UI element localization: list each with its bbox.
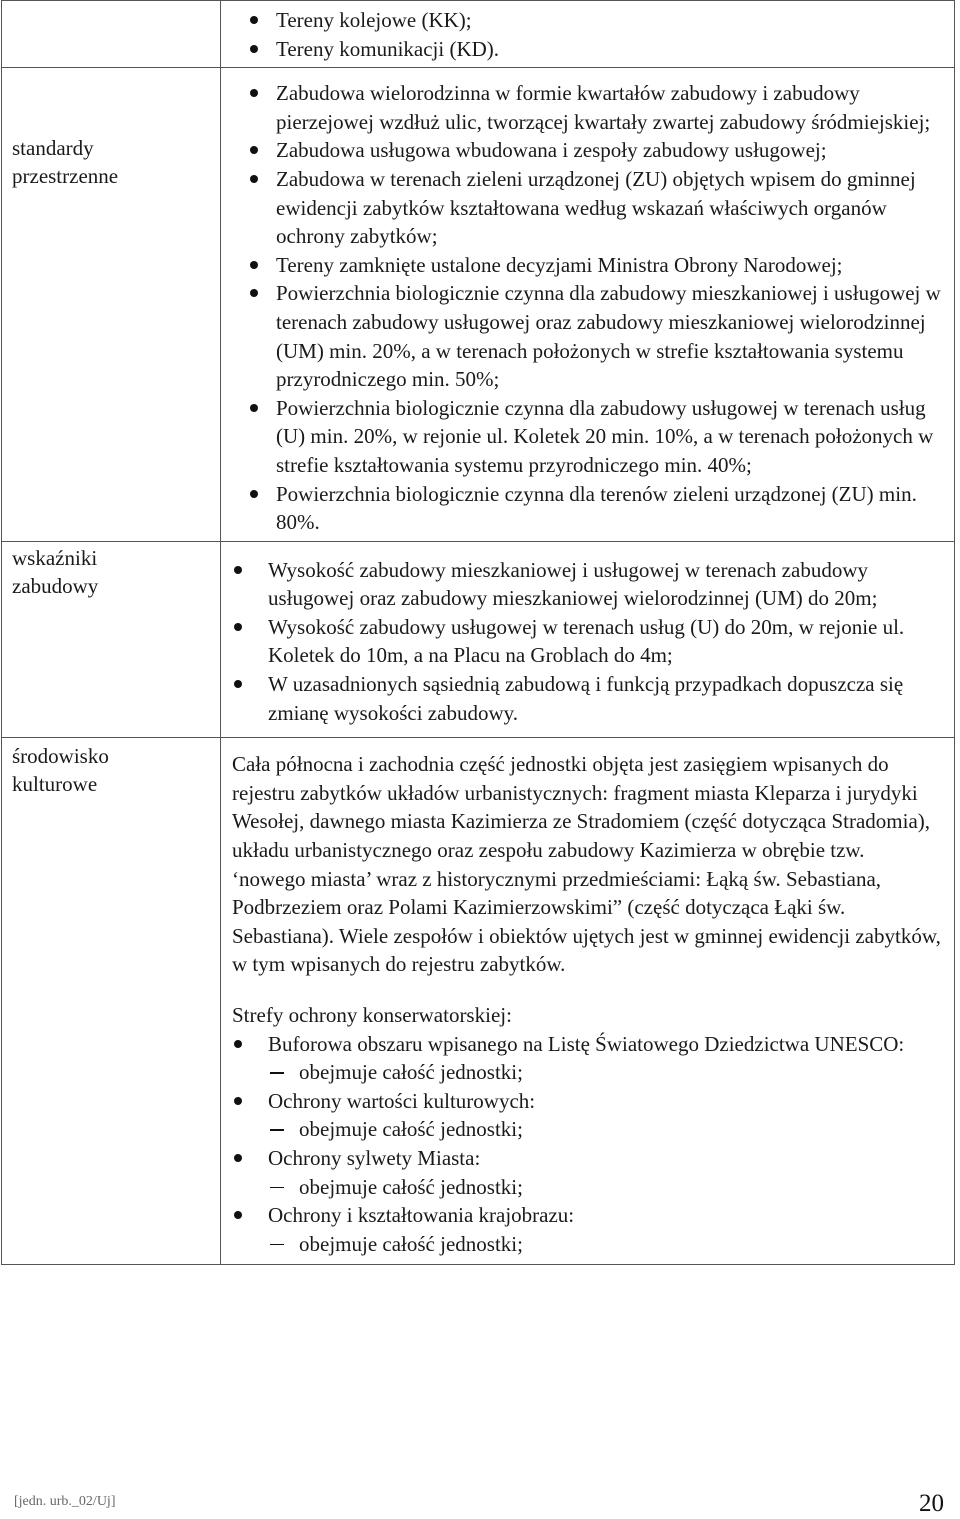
row-content-cell (221, 68, 955, 542)
regulations-table (1, 0, 955, 1265)
list-item (221, 1201, 954, 1258)
row-label: standardy przestrzenne (12, 136, 119, 189)
list-item (221, 1087, 954, 1144)
dash-list (268, 1115, 942, 1144)
list-item: Tereny kolejowe (KK); (221, 6, 954, 35)
row-label-cell (2, 738, 221, 1265)
list-item (221, 1144, 954, 1201)
row-content-cell (221, 541, 955, 738)
table-row (2, 1, 955, 68)
conservation-zones-heading: Strefy ochrony konserwatorskiej: (232, 1003, 512, 1027)
list-item: W uzasadnionych sąsiednią zabudową i funkcją przypadkach dopuszcza się zmianę wysokości zabudowy. (221, 670, 954, 727)
table-row (2, 738, 955, 1265)
row-content-cell (221, 738, 955, 1265)
conservation-zones-list (221, 1030, 954, 1265)
page-number: 20 (919, 1490, 944, 1517)
list-item: Tereny zamknięte ustalone decyzjami Ministra Obrony Narodowej; (221, 251, 954, 280)
heritage-paragraph: Cała północna i zachodnia część jednostki objęta jest zasięgiem wpisanych do rejestru zabytków układów urbanistycznych: fragment miasta Kleparza i jurydyki Wesołej, dawnego miasta Kazimierza ze Stradomiem (część dotycząca Stradomia), układu urbanistycznego oraz zespołu zabudowy Kazimierza w obrębie tzw. ‘nowego miasta’ wraz z historycznymi przedmieściami: Łąką św. Sebastiana, Podbrzeziem oraz Polami Kazimierzowskimi” (część dotycząca Łąki św. Sebastiana). Wiele zespołów i obiektów ujętych jest w gminnej ewidencji zabytków, w tym wpisanych do rejestru zabytków. (232, 752, 941, 977)
list-item: Zabudowa wielorodzinna w formie kwartałów zabudowy i zabudowy pierzejowej wzdłuż ulic, tworzącej kwartały zwartej zabudowy śródmiejskiej; (221, 79, 954, 136)
zone-scope: obejmuje całość jednostki; (268, 1115, 942, 1144)
bullet-list (221, 1, 954, 67)
row-content-cell (221, 1, 955, 68)
dash-list (268, 1173, 942, 1202)
list-item: Zabudowa w terenach zieleni urządzonej (ZU) objętych wpisem do gminnej ewidencji zabytków kształtowana według wskazań właściwych organów ochrony zabytków; (221, 165, 954, 251)
zone-scope: obejmuje całość jednostki; (268, 1058, 942, 1087)
list-item: Powierzchnia biologicznie czynna dla terenów zieleni urządzonej (ZU) min. 80%. (221, 480, 954, 537)
list-item: Wysokość zabudowy mieszkaniowej i usługowej w terenach zabudowy usługowej oraz zabudowy mieszkaniowej wielorodzinnej (UM) do 20m; (221, 556, 954, 613)
row-label: środowisko kulturowe (12, 744, 109, 797)
list-item: Zabudowa usługowa wbudowana i zespoły zabudowy usługowej; (221, 136, 954, 165)
zone-name: Ochrony i kształtowania krajobrazu: (268, 1203, 575, 1228)
document-code: [jedn. urb._02/Uj] (14, 1494, 116, 1509)
zone-name: Buforowa obszaru wpisanego na Listę Światowego Dziedzictwa UNESCO: (268, 1031, 905, 1056)
dash-list (268, 1230, 942, 1259)
dash-list (268, 1058, 942, 1087)
list-item: Powierzchnia biologicznie czynna dla zabudowy mieszkaniowej i usługowej w terenach zabudowy usługowej oraz zabudowy mieszkaniowej wielorodzinnej (UM) min. 20%, a w terenach położonych w strefie kształtowania systemu przyrodniczego min. 50%; (221, 279, 954, 393)
zone-scope: obejmuje całość jednostki; (268, 1173, 942, 1202)
zone-name: Ochrony wartości kulturowych: (268, 1088, 536, 1113)
table-row (2, 541, 955, 738)
row-label-cell (2, 68, 221, 542)
bullet-list (221, 68, 954, 541)
list-item: Tereny komunikacji (KD). (221, 35, 954, 64)
list-item: Wysokość zabudowy usługowej w terenach usług (U) do 20m, w rejonie ul. Koletek do 10m, a na Placu na Groblach do 4m; (221, 613, 954, 670)
list-item: Powierzchnia biologicznie czynna dla zabudowy usługowej w terenach usług (U) min. 20%, w rejonie ul. Koletek 20 min. 10%, a w terenach położonych w strefie kształtowania systemu przyrodniczego min. 40%; (221, 394, 954, 480)
row-label: wskaźniki zabudowy (12, 545, 99, 598)
list-item (221, 1030, 954, 1087)
zone-scope: obejmuje całość jednostki; (268, 1230, 942, 1259)
bullet-list (221, 542, 954, 738)
row-label-cell (2, 1, 221, 68)
row-label-cell (2, 541, 221, 738)
zone-name: Ochrony sylwety Miasta: (268, 1145, 481, 1170)
table-row (2, 68, 955, 542)
